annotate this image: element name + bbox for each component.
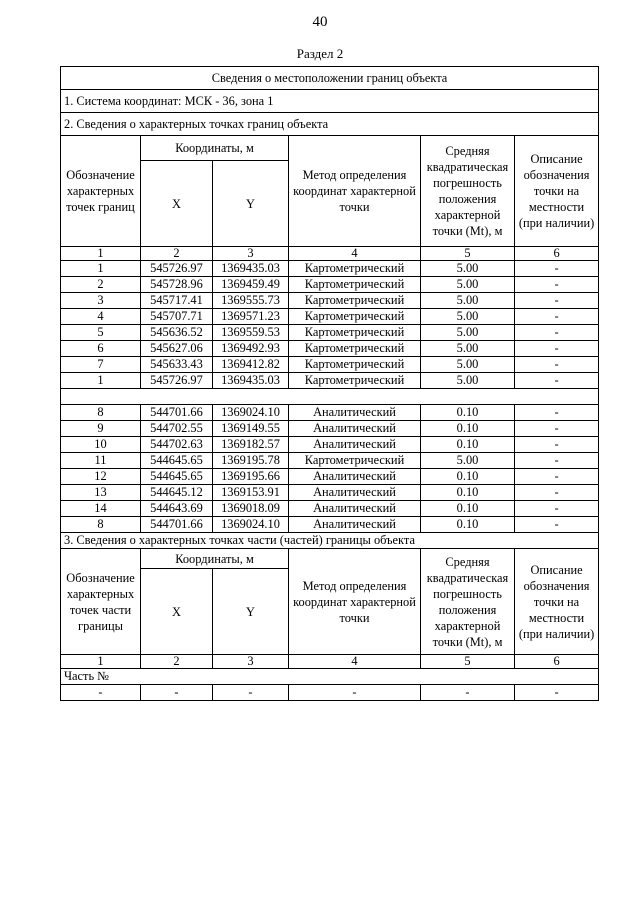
coord-system-row bbox=[61, 90, 599, 113]
points-block-2 bbox=[61, 405, 599, 533]
header3-point-label: Обозначение характерных точек части границы bbox=[61, 549, 141, 655]
table-cell: - bbox=[515, 357, 599, 373]
table-cell: 0.10 bbox=[421, 421, 515, 437]
col-number: 6 bbox=[515, 655, 599, 669]
table-cell: - bbox=[515, 485, 599, 501]
header3-method: Метод определения координат характерной точки bbox=[289, 549, 421, 655]
part-cell: - bbox=[421, 685, 515, 701]
table-cell: Аналитический bbox=[289, 405, 421, 421]
table-cell: 545707.71 bbox=[141, 309, 213, 325]
table-row bbox=[61, 453, 599, 469]
table-cell: 1369149.55 bbox=[213, 421, 289, 437]
table-cell: 544701.66 bbox=[141, 517, 213, 533]
table-cell: 544702.55 bbox=[141, 421, 213, 437]
header3-row-1 bbox=[61, 549, 599, 569]
table-cell: 544701.66 bbox=[141, 405, 213, 421]
table-cell: 0.10 bbox=[421, 485, 515, 501]
table-cell: Аналитический bbox=[289, 501, 421, 517]
table-row bbox=[61, 357, 599, 373]
header3-y: Y bbox=[213, 569, 289, 655]
table-cell: 1369195.78 bbox=[213, 453, 289, 469]
coord-system: 1. Система координат: МСК - 36, зона 1 bbox=[61, 90, 599, 113]
boundary-table bbox=[60, 66, 599, 701]
table-cell: 5.00 bbox=[421, 293, 515, 309]
table-cell: 1369435.03 bbox=[213, 373, 289, 389]
table-row bbox=[61, 405, 599, 421]
table-cell: 544645.65 bbox=[141, 469, 213, 485]
table-cell: Картометрический bbox=[289, 341, 421, 357]
table-row bbox=[61, 341, 599, 357]
table-cell: - bbox=[515, 405, 599, 421]
col-number: 3 bbox=[213, 655, 289, 669]
section-title: Раздел 2 bbox=[296, 46, 344, 61]
table-cell: 544645.65 bbox=[141, 453, 213, 469]
header-y: Y bbox=[213, 161, 289, 247]
table-cell: 14 bbox=[61, 501, 141, 517]
table-cell: - bbox=[515, 325, 599, 341]
table-cell: 9 bbox=[61, 421, 141, 437]
page-number: 40 bbox=[312, 14, 328, 30]
header-coords: Координаты, м bbox=[141, 136, 289, 161]
table-cell: Картометрический bbox=[289, 373, 421, 389]
table-cell: - bbox=[515, 341, 599, 357]
col-number: 5 bbox=[421, 655, 515, 669]
table-cell: 1369018.09 bbox=[213, 501, 289, 517]
table-cell: 1369412.82 bbox=[213, 357, 289, 373]
col-number: 1 bbox=[61, 247, 141, 261]
table-cell: 0.10 bbox=[421, 517, 515, 533]
col-number-row-3 bbox=[61, 655, 599, 669]
table-cell: 2 bbox=[61, 277, 141, 293]
section2-row bbox=[61, 113, 599, 136]
table-cell: 5.00 bbox=[421, 261, 515, 277]
table-cell: 1369492.93 bbox=[213, 341, 289, 357]
table-cell: 8 bbox=[61, 405, 141, 421]
table-cell: 1369024.10 bbox=[213, 517, 289, 533]
table-cell: 545633.43 bbox=[141, 357, 213, 373]
part-label: Часть № bbox=[61, 669, 599, 685]
table-cell: 5.00 bbox=[421, 357, 515, 373]
table-cell: Аналитический bbox=[289, 421, 421, 437]
table-row bbox=[61, 485, 599, 501]
col-number: 2 bbox=[141, 247, 213, 261]
table-row bbox=[61, 277, 599, 293]
table-row bbox=[61, 373, 599, 389]
table-cell: 0.10 bbox=[421, 405, 515, 421]
header3-x: X bbox=[141, 569, 213, 655]
table-cell: 544643.69 bbox=[141, 501, 213, 517]
table-cell: - bbox=[515, 453, 599, 469]
part-label-row bbox=[61, 669, 599, 685]
table-cell: 1 bbox=[61, 373, 141, 389]
header-row-1 bbox=[61, 136, 599, 161]
header-error: Средняя квадратическая погрешность положения характерной точки (Mt), м bbox=[421, 136, 515, 247]
table-row bbox=[61, 421, 599, 437]
table-cell: 1369435.03 bbox=[213, 261, 289, 277]
table-cell: - bbox=[515, 437, 599, 453]
section3-title: 3. Сведения о характерных точках части (частей) границы объекта bbox=[61, 533, 599, 549]
table-cell: Картометрический bbox=[289, 325, 421, 341]
table-cell: 1369024.10 bbox=[213, 405, 289, 421]
table-cell: 1369182.57 bbox=[213, 437, 289, 453]
header-x: X bbox=[141, 161, 213, 247]
table-cell: 5.00 bbox=[421, 325, 515, 341]
table-row bbox=[61, 325, 599, 341]
table-cell: 5.00 bbox=[421, 341, 515, 357]
part-row bbox=[61, 685, 599, 701]
table-cell: 544645.12 bbox=[141, 485, 213, 501]
col-number: 4 bbox=[289, 655, 421, 669]
table-cell: 545636.52 bbox=[141, 325, 213, 341]
table-cell: 545728.96 bbox=[141, 277, 213, 293]
table-cell: 545726.97 bbox=[141, 261, 213, 277]
table-row bbox=[61, 261, 599, 277]
table-cell: Аналитический bbox=[289, 469, 421, 485]
col-number-row bbox=[61, 247, 599, 261]
table-cell: 545627.06 bbox=[141, 341, 213, 357]
table-cell: Картометрический bbox=[289, 357, 421, 373]
table-cell: 5 bbox=[61, 325, 141, 341]
table-cell: - bbox=[515, 517, 599, 533]
section2-title: 2. Сведения о характерных точках границ объекта bbox=[61, 113, 599, 136]
table-cell: Картометрический bbox=[289, 261, 421, 277]
table-main-title: Сведения о местоположении границ объекта bbox=[61, 67, 599, 90]
table-cell: - bbox=[515, 261, 599, 277]
table-cell: Картометрический bbox=[289, 453, 421, 469]
table-cell: 4 bbox=[61, 309, 141, 325]
col-number: 1 bbox=[61, 655, 141, 669]
part-cell: - bbox=[289, 685, 421, 701]
table-row bbox=[61, 293, 599, 309]
table-cell: Аналитический bbox=[289, 437, 421, 453]
table-cell: 13 bbox=[61, 485, 141, 501]
part-cell: - bbox=[213, 685, 289, 701]
table-cell: - bbox=[515, 421, 599, 437]
table-cell: Картометрический bbox=[289, 309, 421, 325]
table-title-row bbox=[61, 67, 599, 90]
table-cell: Картометрический bbox=[289, 293, 421, 309]
table-cell: - bbox=[515, 309, 599, 325]
points-block-1 bbox=[61, 261, 599, 389]
table-cell: - bbox=[515, 501, 599, 517]
table-cell: 5.00 bbox=[421, 373, 515, 389]
header3-description: Описание обозначения точки на местности (при наличии) bbox=[515, 549, 599, 655]
table-cell: 1369555.73 bbox=[213, 293, 289, 309]
table-cell: 0.10 bbox=[421, 437, 515, 453]
table-row bbox=[61, 517, 599, 533]
table-cell: 5.00 bbox=[421, 453, 515, 469]
table-cell: 1 bbox=[61, 261, 141, 277]
table-cell: 0.10 bbox=[421, 469, 515, 485]
table-cell: 5.00 bbox=[421, 309, 515, 325]
col-number: 6 bbox=[515, 247, 599, 261]
part-cell: - bbox=[141, 685, 213, 701]
header-method: Метод определения координат характерной точки bbox=[289, 136, 421, 247]
table-row bbox=[61, 437, 599, 453]
table-cell: 1369459.49 bbox=[213, 277, 289, 293]
empty-cell bbox=[61, 389, 599, 405]
table-cell: 11 bbox=[61, 453, 141, 469]
table-cell: 1369559.53 bbox=[213, 325, 289, 341]
section3-row bbox=[61, 533, 599, 549]
table-cell: - bbox=[515, 373, 599, 389]
part-cell: - bbox=[61, 685, 141, 701]
table-cell: 545717.41 bbox=[141, 293, 213, 309]
table-cell: - bbox=[515, 277, 599, 293]
header-point-label: Обозначение характерных точек границ bbox=[61, 136, 141, 247]
header3-coords: Координаты, м bbox=[141, 549, 289, 569]
table-row bbox=[61, 309, 599, 325]
table-cell: 5.00 bbox=[421, 277, 515, 293]
col-number: 4 bbox=[289, 247, 421, 261]
table-cell: 12 bbox=[61, 469, 141, 485]
header-description: Описание обозначения точки на местности (при наличии) bbox=[515, 136, 599, 247]
table-cell: - bbox=[515, 293, 599, 309]
table-cell: 6 bbox=[61, 341, 141, 357]
empty-separator-row bbox=[61, 389, 599, 405]
col-number: 5 bbox=[421, 247, 515, 261]
table-cell: 7 bbox=[61, 357, 141, 373]
header3-error: Средняя квадратическая погрешность положения характерной точки (Mt), м bbox=[421, 549, 515, 655]
col-number: 3 bbox=[213, 247, 289, 261]
table-cell: 545726.97 bbox=[141, 373, 213, 389]
table-cell: 1369571.23 bbox=[213, 309, 289, 325]
table-cell: - bbox=[515, 469, 599, 485]
col-number: 2 bbox=[141, 655, 213, 669]
table-cell: Аналитический bbox=[289, 485, 421, 501]
table-row bbox=[61, 469, 599, 485]
table-row bbox=[61, 501, 599, 517]
table-cell: 10 bbox=[61, 437, 141, 453]
part-cell: - bbox=[515, 685, 599, 701]
table-cell: 3 bbox=[61, 293, 141, 309]
table-cell: 8 bbox=[61, 517, 141, 533]
table-cell: 1369195.66 bbox=[213, 469, 289, 485]
table-cell: 0.10 bbox=[421, 501, 515, 517]
table-cell: Аналитический bbox=[289, 517, 421, 533]
table-cell: 544702.63 bbox=[141, 437, 213, 453]
table-cell: 1369153.91 bbox=[213, 485, 289, 501]
table-cell: Картометрический bbox=[289, 277, 421, 293]
